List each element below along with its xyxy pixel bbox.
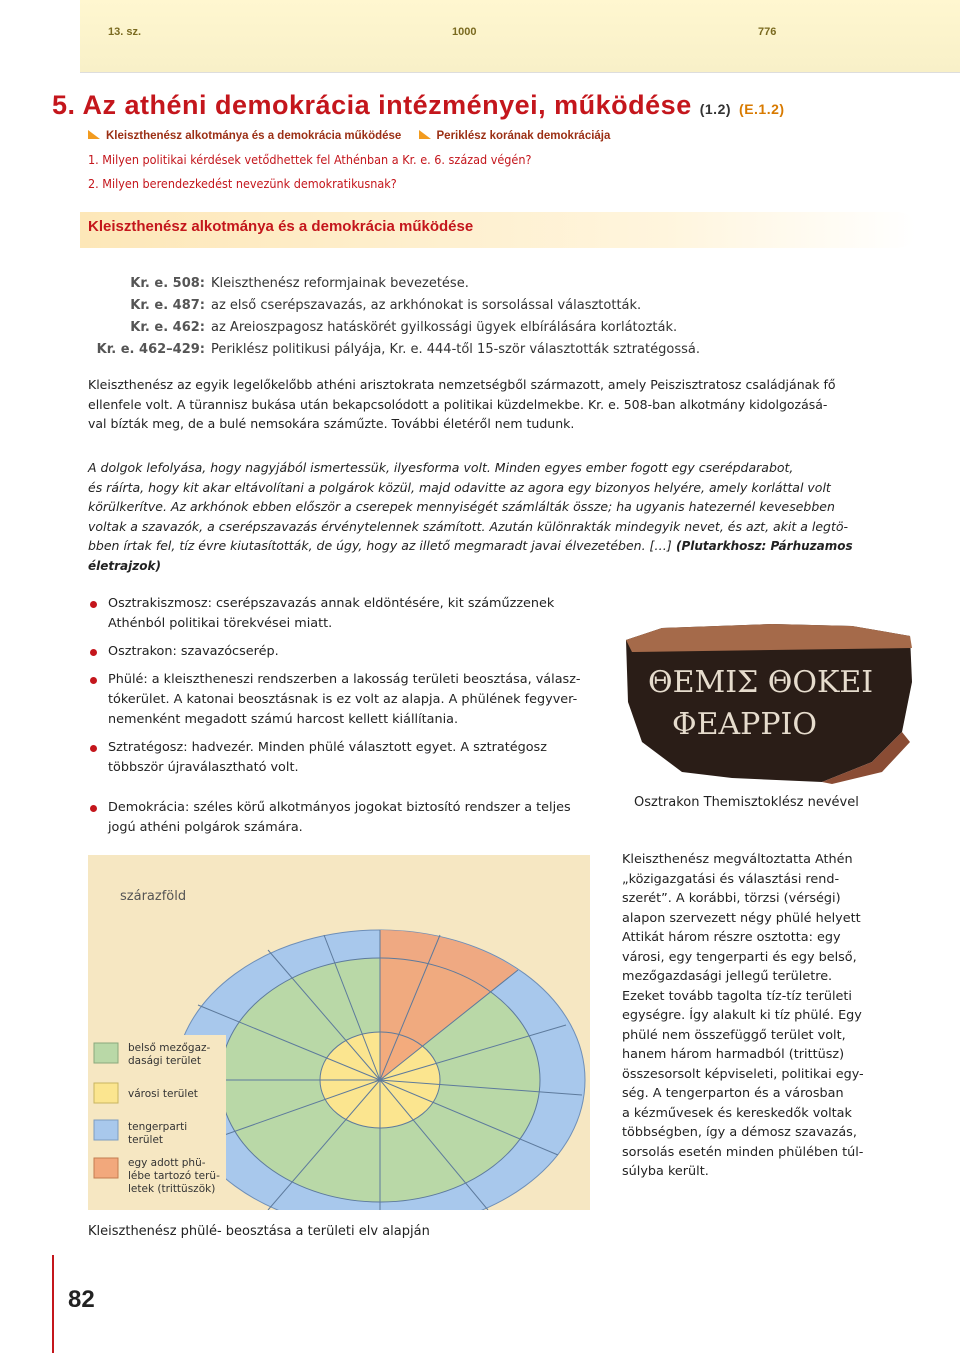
ostrakon-photo	[622, 622, 914, 784]
glossary-item: Demokrácia: széles körű alkotmányos jogokat biztosító rendszer a teljes jogú athéni polgárok számára.	[90, 798, 600, 838]
legend-swatch	[94, 1043, 118, 1063]
legend-swatch	[94, 1158, 118, 1178]
chronology-row: Kr. e. 462–429: Periklész politikusi pályája, Kr. e. 444-től 15-ször választották sztratégossá.	[96, 342, 700, 357]
reform-text: Kleiszthenész megváltoztatta Athén „közigazgatási és választási rend- szerét”. A korábbi, törzsi (vérségi) alapon szervezett négy phülé helyett Attikát három részre osztotta: egy városi, egy tengerparti és egy belső, mezőgazdasági jellegű területre. Ezeket tovább tagolta tíz-tíz területi egységre. Így alakult ki tíz phülé. Egy phülé nem összefüggő terület volt, hanem három harmadból (trittüsz) összesorsolt képviseleti, politikai egy- ség. A tengerparton és a városban a kézművesek és kereskedők voltak többségben, így a démosz szavazás, sorsolás esetén minden phülében túl- súlyba került.	[622, 852, 864, 1179]
phyle-map	[88, 855, 590, 1210]
plutarch-quote: A dolgok lefolyása, hogy nagyjából ismertessük, ilyesforma volt. Minden egyes ember fogott egy cserépdarabot, és ráírta, hogy kit akar eltávolítani a polgárok közül, majd odavitte az agora egy bizonyos helyére, amely korláttal volt körülkerítve. Az arkhónok ebben először a cserepek mennyiségét számlálták össze; ha ugyanis hatezernél kevesebben voltak a szavazók, a cserépszavazás érvénytelennek számított. Azután különrakták mindegyik nevet, és azt, akit a legtö- bben írtak fel, tíz évre kiutasították, de úgy, hogy az illető megmaradt javai élvezetében. […] (Plutarkhosz: Párhuzamos életrajzok)	[88, 460, 853, 573]
legend-swatch	[94, 1120, 118, 1140]
subnav-item-1[interactable]: Kleiszthenész alkotmánya és a demokrácia működése	[106, 130, 402, 142]
page-title: 5. Az athéni demokrácia intézményei, működése (1.2) (E.1.2)	[52, 90, 785, 120]
svg-text:dasági terület: dasági terület	[128, 1055, 201, 1067]
triangle-icon	[419, 130, 431, 139]
svg-text:városi terület: városi terület	[128, 1088, 198, 1100]
glossary-item: Sztratégosz: hadvezér. Minden phülé választott egyet. A sztratégosz többször újraválasztható volt.	[90, 738, 600, 778]
header-mid: 1000	[452, 26, 477, 38]
top-header-bar	[80, 0, 960, 73]
svg-text:letek (trittüszök): letek (trittüszök)	[128, 1183, 216, 1195]
section-title: Kleiszthenész alkotmánya és a demokrácia működése	[88, 218, 474, 235]
intro-paragraph: Kleiszthenész az egyik legelőkelőbb athéni arisztokrata nemzetségből származott, amely Peiszisztratosz családjának fő ellenfele volt. A türannisz bukása után bekapcsolódott a politikai küzdelmekbe. Kr. e. 508-ban alkotmány kidolgozásá- val bízták meg, de a bulé nemsokára száműzte. További életéről nem tudunk.	[88, 377, 836, 431]
glossary-item: Osztrakiszmosz: cserépszavazás annak eldöntésére, kit száműzzenek Athénból politikai törekvései miatt.	[90, 594, 600, 634]
svg-text:egy adott phü-: egy adott phü-	[128, 1157, 206, 1169]
title-ref: (1.2)	[699, 101, 732, 117]
glossary-item: Phülé: a kleisztheneszi rendszerben a lakosság területi beosztása, válasz- tókerület. A katonai beosztásnak is ez volt az alapja. A phülének fegyver- nemenként megadott számú harcost kellett kiállítania.	[90, 670, 600, 730]
svg-text:belső mezőgaz-: belső mezőgaz-	[128, 1042, 211, 1054]
subnav-item-2[interactable]: Periklész korának demokráciája	[436, 130, 611, 142]
triangle-icon	[88, 130, 100, 139]
map-label-land: szárazföld	[120, 889, 187, 904]
ostrakon-caption: Osztrakon Themisztoklész nevével	[634, 795, 859, 810]
chronology	[0, 276, 900, 364]
chronology-row: Kr. e. 487: az első cserépszavazás, az arkhónokat is sorsolással választották.	[130, 298, 642, 313]
page-number: 82	[68, 1286, 95, 1313]
chronology-row: Kr. e. 462: az Areioszpagosz hatáskörét gyilkossági ügyek elbírálására korlátozták.	[130, 320, 678, 335]
map-caption: Kleiszthenész phülé- beosztása a területi elv alapján	[88, 1224, 430, 1239]
glossary-item: Osztrakon: szavazócserép.	[90, 642, 600, 662]
chronology-row: Kr. e. 508: Kleiszthenész reformjainak bevezetése.	[130, 276, 469, 291]
page-margin-line	[52, 1255, 54, 1353]
legend-swatch	[94, 1083, 118, 1103]
title-ref-e: (E.1.2)	[739, 101, 785, 117]
phyle-diagram	[88, 855, 590, 1210]
question-1: 1. Milyen politikai kérdések vetődhettek fel Athénban a Kr. e. 6. század végén?	[88, 152, 532, 167]
svg-text:lébe tartozó terü-: lébe tartozó terü-	[128, 1170, 220, 1182]
header-right: 776	[758, 26, 777, 38]
glossary-list	[90, 594, 600, 846]
svg-text:tengerparti: tengerparti	[128, 1121, 188, 1133]
ostrakon-inscription: ΘΕΜΙΣ ΘΟΚΕΙ	[648, 665, 874, 700]
header-left: 13. sz.	[108, 26, 142, 38]
question-2: 2. Milyen berendezkedést nevezünk demokratikusnak?	[88, 176, 397, 191]
subsection-nav	[88, 130, 610, 142]
ostrakon-inscription: ΦΕΑΡΡΙΟ	[672, 707, 817, 742]
svg-text:terület: terület	[128, 1134, 164, 1146]
